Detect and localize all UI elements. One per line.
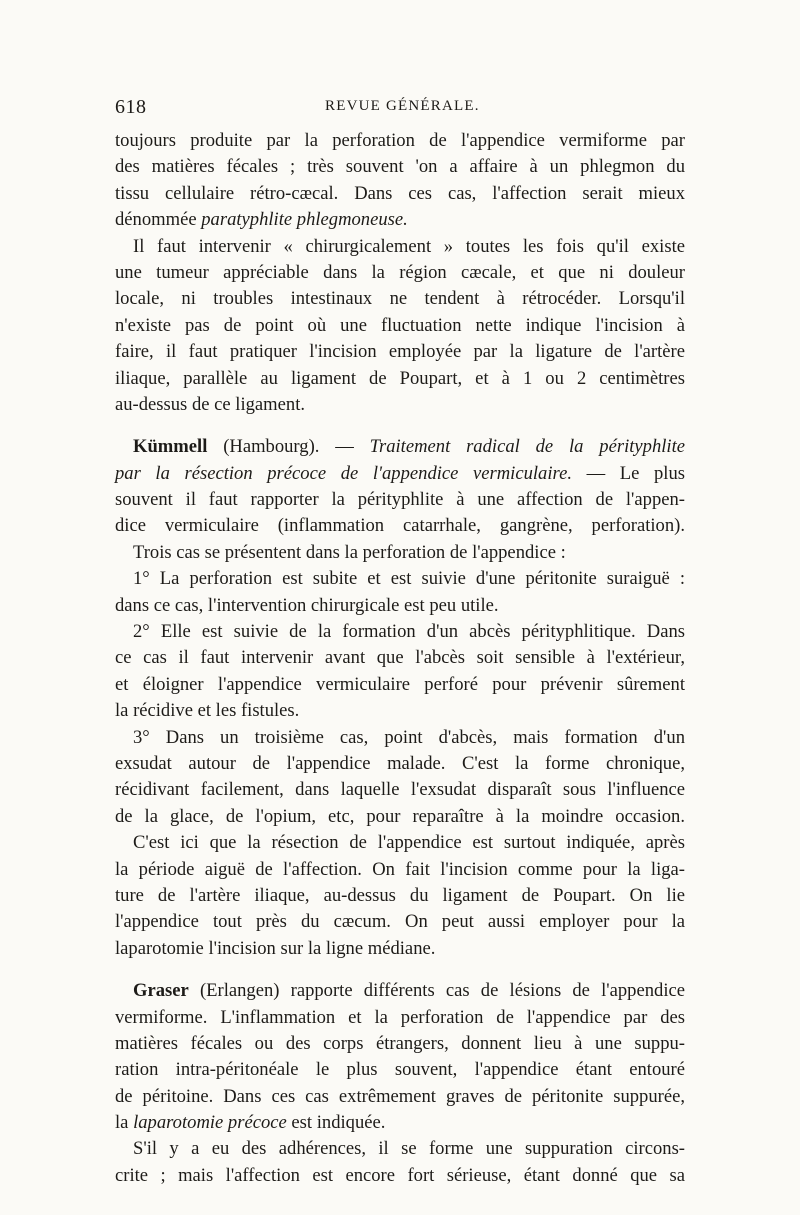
text-line: vermiforme. L'inflammation et la perforation de l'appendice par des — [115, 1006, 685, 1028]
text-line: dénommée paratyphlite phlegmoneuse. — [115, 209, 408, 231]
text-line: Trois cas se présentent dans la perforation de l'appendice : — [133, 541, 566, 563]
text-line: ration intra-péritonéale le plus souvent, l'appendice étant entouré — [115, 1059, 685, 1081]
text-line: de péritoine. Dans ces cas extrêmement graves de péritonite suppurée, — [115, 1085, 685, 1107]
page-header — [115, 96, 685, 126]
text-line: dans ce cas, l'intervention chirurgicale est peu utile. — [115, 594, 499, 616]
text-line: tissu cellulaire rétro-cæcal. Dans ces cas, l'affection serait mieux — [115, 182, 685, 204]
text-line: crite ; mais l'affection est encore fort sérieuse, étant donné que sa — [115, 1164, 685, 1186]
author-name: Kümmell — [133, 436, 208, 458]
text-line: dice vermiculaire (inflammation catarrhale, gangrène, perforation). — [115, 515, 685, 537]
article-title: Traitement radical de la pérityphlite — [369, 436, 685, 458]
italic-term: paratyphlite phlegmoneuse. — [201, 209, 408, 231]
text-line: C'est ici que la résection de l'appendice est surtout indiquée, après — [133, 832, 685, 854]
author-name: Graser — [133, 980, 189, 1002]
text-line: récidivant facilement, dans laquelle l'exsudat disparaît sous l'influence — [115, 779, 685, 801]
text-line: n'existe pas de point où une fluctuation nette indique l'incision à — [115, 314, 685, 336]
text-line: la période aiguë de l'affection. On fait l'incision comme pour la liga- — [115, 858, 685, 880]
text-line: exsudat autour de l'appendice malade. C'est la forme chronique, — [115, 752, 685, 774]
graser-heading: Graser (Erlangen) rapporte différents cas de lésions de l'appendice — [133, 980, 685, 1002]
running-head: REVUE GÉNÉRALE. — [325, 98, 480, 114]
text-line: faire, il faut pratiquer l'incision employée par la ligature de l'artère — [115, 341, 685, 363]
text-line: iliaque, parallèle au ligament de Poupart, et à 1 ou 2 centimètres — [115, 367, 685, 389]
text-line: 2° Elle est suivie de la formation d'un abcès pérityphlitique. Dans — [133, 621, 685, 643]
italic-term: laparotomie précoce — [133, 1112, 287, 1134]
text-line: au-dessus de ce ligament. — [115, 393, 306, 415]
text-line: toujours produite par la perforation de l'appendice vermiforme par — [115, 130, 685, 151]
text-line: ture de l'artère iliaque, au-dessus du ligament de Poupart. On lie — [115, 884, 685, 906]
text-line: l'appendice tout près du cæcum. On peut aussi employer pour la — [115, 911, 685, 933]
text-line: la récidive et les fistules. — [115, 700, 300, 722]
kummell-heading: Kümmell (Hambourg). — Traitement radical de la pérityphlite — [133, 436, 685, 458]
text-line: ce cas il faut intervenir avant que l'abcès soit sensible à l'extérieur, — [115, 647, 685, 669]
text-line: souvent il faut rapporter la pérityphlite à une affection de l'appen- — [115, 489, 685, 511]
text-line: la laparotomie précoce est indiquée. — [115, 1112, 386, 1134]
text-line: 1° La perforation est subite et est suivie d'une péritonite suraiguë : — [133, 568, 685, 590]
text-line: des matières fécales ; très souvent 'on a affaire à un phlegmon du — [115, 156, 685, 178]
article-title: par la résection précoce de l'appendice vermiculaire. — [115, 462, 572, 484]
text-line: laparotomie l'incision sur la ligne médiane. — [115, 937, 436, 959]
text-line: de la glace, de l'opium, etc, pour reparaître à la moindre occasion. — [115, 805, 685, 827]
text-line: matières fécales ou des corps étrangers, donnent lieu à une suppu- — [115, 1032, 685, 1054]
body-text — [115, 128, 685, 1189]
book-page — [115, 96, 685, 1189]
text-line: et éloigner l'appendice vermiculaire perforé pour prévenir sûrement — [115, 673, 685, 695]
text-line: S'il y a eu des adhérences, il se forme une suppuration circons- — [133, 1138, 685, 1160]
text-line: par la résection précoce de l'appendice vermiculaire. — Le plus — [115, 462, 685, 484]
text-line: 3° Dans un troisième cas, point d'abcès, mais formation d'un — [133, 726, 685, 748]
text-line: locale, ni troubles intestinaux ne tendent à rétrocéder. Lorsqu'il — [115, 288, 685, 310]
page-number: 618 — [115, 96, 147, 118]
text-line: Il faut intervenir « chirurgicalement » toutes les fois qu'il existe — [133, 235, 685, 257]
text-line: une tumeur appréciable dans la région cæcale, et que ni douleur — [115, 261, 685, 283]
